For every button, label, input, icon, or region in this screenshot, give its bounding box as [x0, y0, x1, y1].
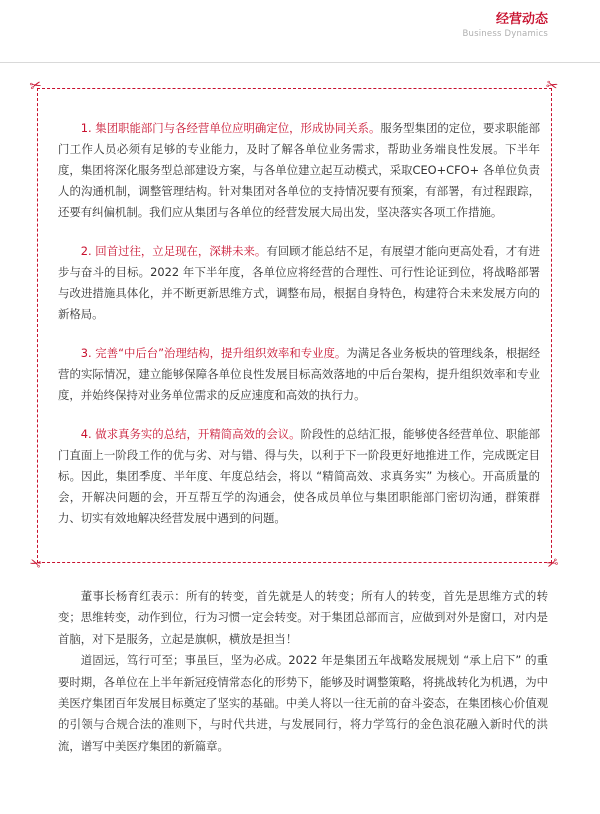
box-paragraph-3 — [58, 343, 540, 406]
body-paragraph-2: 道固远，笃行可至；事虽巨，坚为必成。2022 年是集团五年战略发展规划 “承上启下” 的重要时期，各单位在上半年新冠疫情常态化的形势下，能够及时调整策略，将挑战转化为机遇，为中美医疗集团百年发展目标奠定了坚实的基础。中美人将以一往无前的奋斗姿态，在集团核心价值观的引领与合规合法的准则下，与时代共进，与发展同行，将力学笃行的金色浪花融入新时代的洪流，谱写中美医疗集团的新篇章。 — [58, 653, 548, 753]
scissors-icon: ✂ — [28, 76, 44, 96]
paragraph-text: 服务型集团的定位，要求职能部门工作人员必须有足够的专业能力，及时了解各单位业务需求，帮助业务端良性发展。下半年度，集团将深化服务型总部建设方案，与各单位建立起互动模式，采取CEO+CFO+ 各单位负责人的沟通机制，调整管理结构。针对集团对各单位的支持情况要有预案，有部署，有过程跟踪，还要有纠偏机制。我们应从集团与各单位的经营发展大局出发，坚决落实各项工作措施。 — [58, 121, 540, 219]
article-body — [58, 586, 548, 757]
box-paragraph-4 — [58, 424, 540, 529]
paragraph-text: 为满足各业务板块的管理线条，根据经营的实际情况，建立能够保障各单位良性发展目标高效落地的中后台架构，提升组织效率和专业度，并始终保持对业务单位需求的反应速度和高效的执行力。 — [58, 346, 540, 402]
scissors-icon: ✂ — [544, 76, 560, 96]
header-divider — [0, 62, 600, 63]
body-paragraph-1: 董事长杨育红表示：所有的转变，首先就是人的转变；所有人的转变，首先是思维方式的转变；思维转变，动作到位，行为习惯一定会转变。对于集团总部而言，应做到对外是窗口，对内是首脑，对下是服务，立起是旗帜，横放是担当！ — [58, 589, 548, 646]
section-title: 经营动态 — [495, 12, 548, 27]
paragraph-heading: 4. 做求真务实的总结，开精简高效的会议。 — [80, 427, 301, 441]
paragraph-heading: 3. 完善“中后台”治理结构，提升组织效率和专业度。 — [80, 346, 347, 360]
box-paragraph-2 — [58, 241, 540, 325]
section-subtitle: Business Dynamics — [462, 29, 548, 39]
box-paragraph-1 — [58, 118, 540, 223]
scissors-icon: ✂ — [543, 552, 561, 572]
paragraph-heading: 2. 回首过往，立足现在，深耕未来。 — [80, 244, 267, 258]
section-header — [463, 12, 549, 40]
scissors-icon: ✂ — [27, 552, 45, 572]
paragraph-text: 有回顾才能总结不足，有展望才能向更高处看，才有进步与奋斗的目标。2022 年下半年度，各单位应将经营的合理性、可行性论证到位，将战略部署与改进措施具体化，并不断更新思维方式，调整布局，根据自身特色，构建符合未来发展方向的新格局。 — [58, 244, 540, 321]
paragraph-heading: 1. 集团职能部门与各经营单位应明确定位，形成协同关系。 — [80, 121, 381, 135]
paragraph-text: 阶段性的总结汇报，能够使各经营单位、职能部门直面上一阶段工作的优与劣、对与错、得与失，以利于下一阶段更好地推进工作，完成既定目标。因此，集团季度、半年度、年度总结会，将以 “精简高效、求真务实” 为核心。开高质量的会，开解决问题的会，开互帮互学的沟通会，使各成员单位与集团职能部门密切沟通，群策群力、切实有效地解决经营发展中遇到的问题。 — [58, 427, 540, 525]
framed-content — [58, 118, 540, 547]
